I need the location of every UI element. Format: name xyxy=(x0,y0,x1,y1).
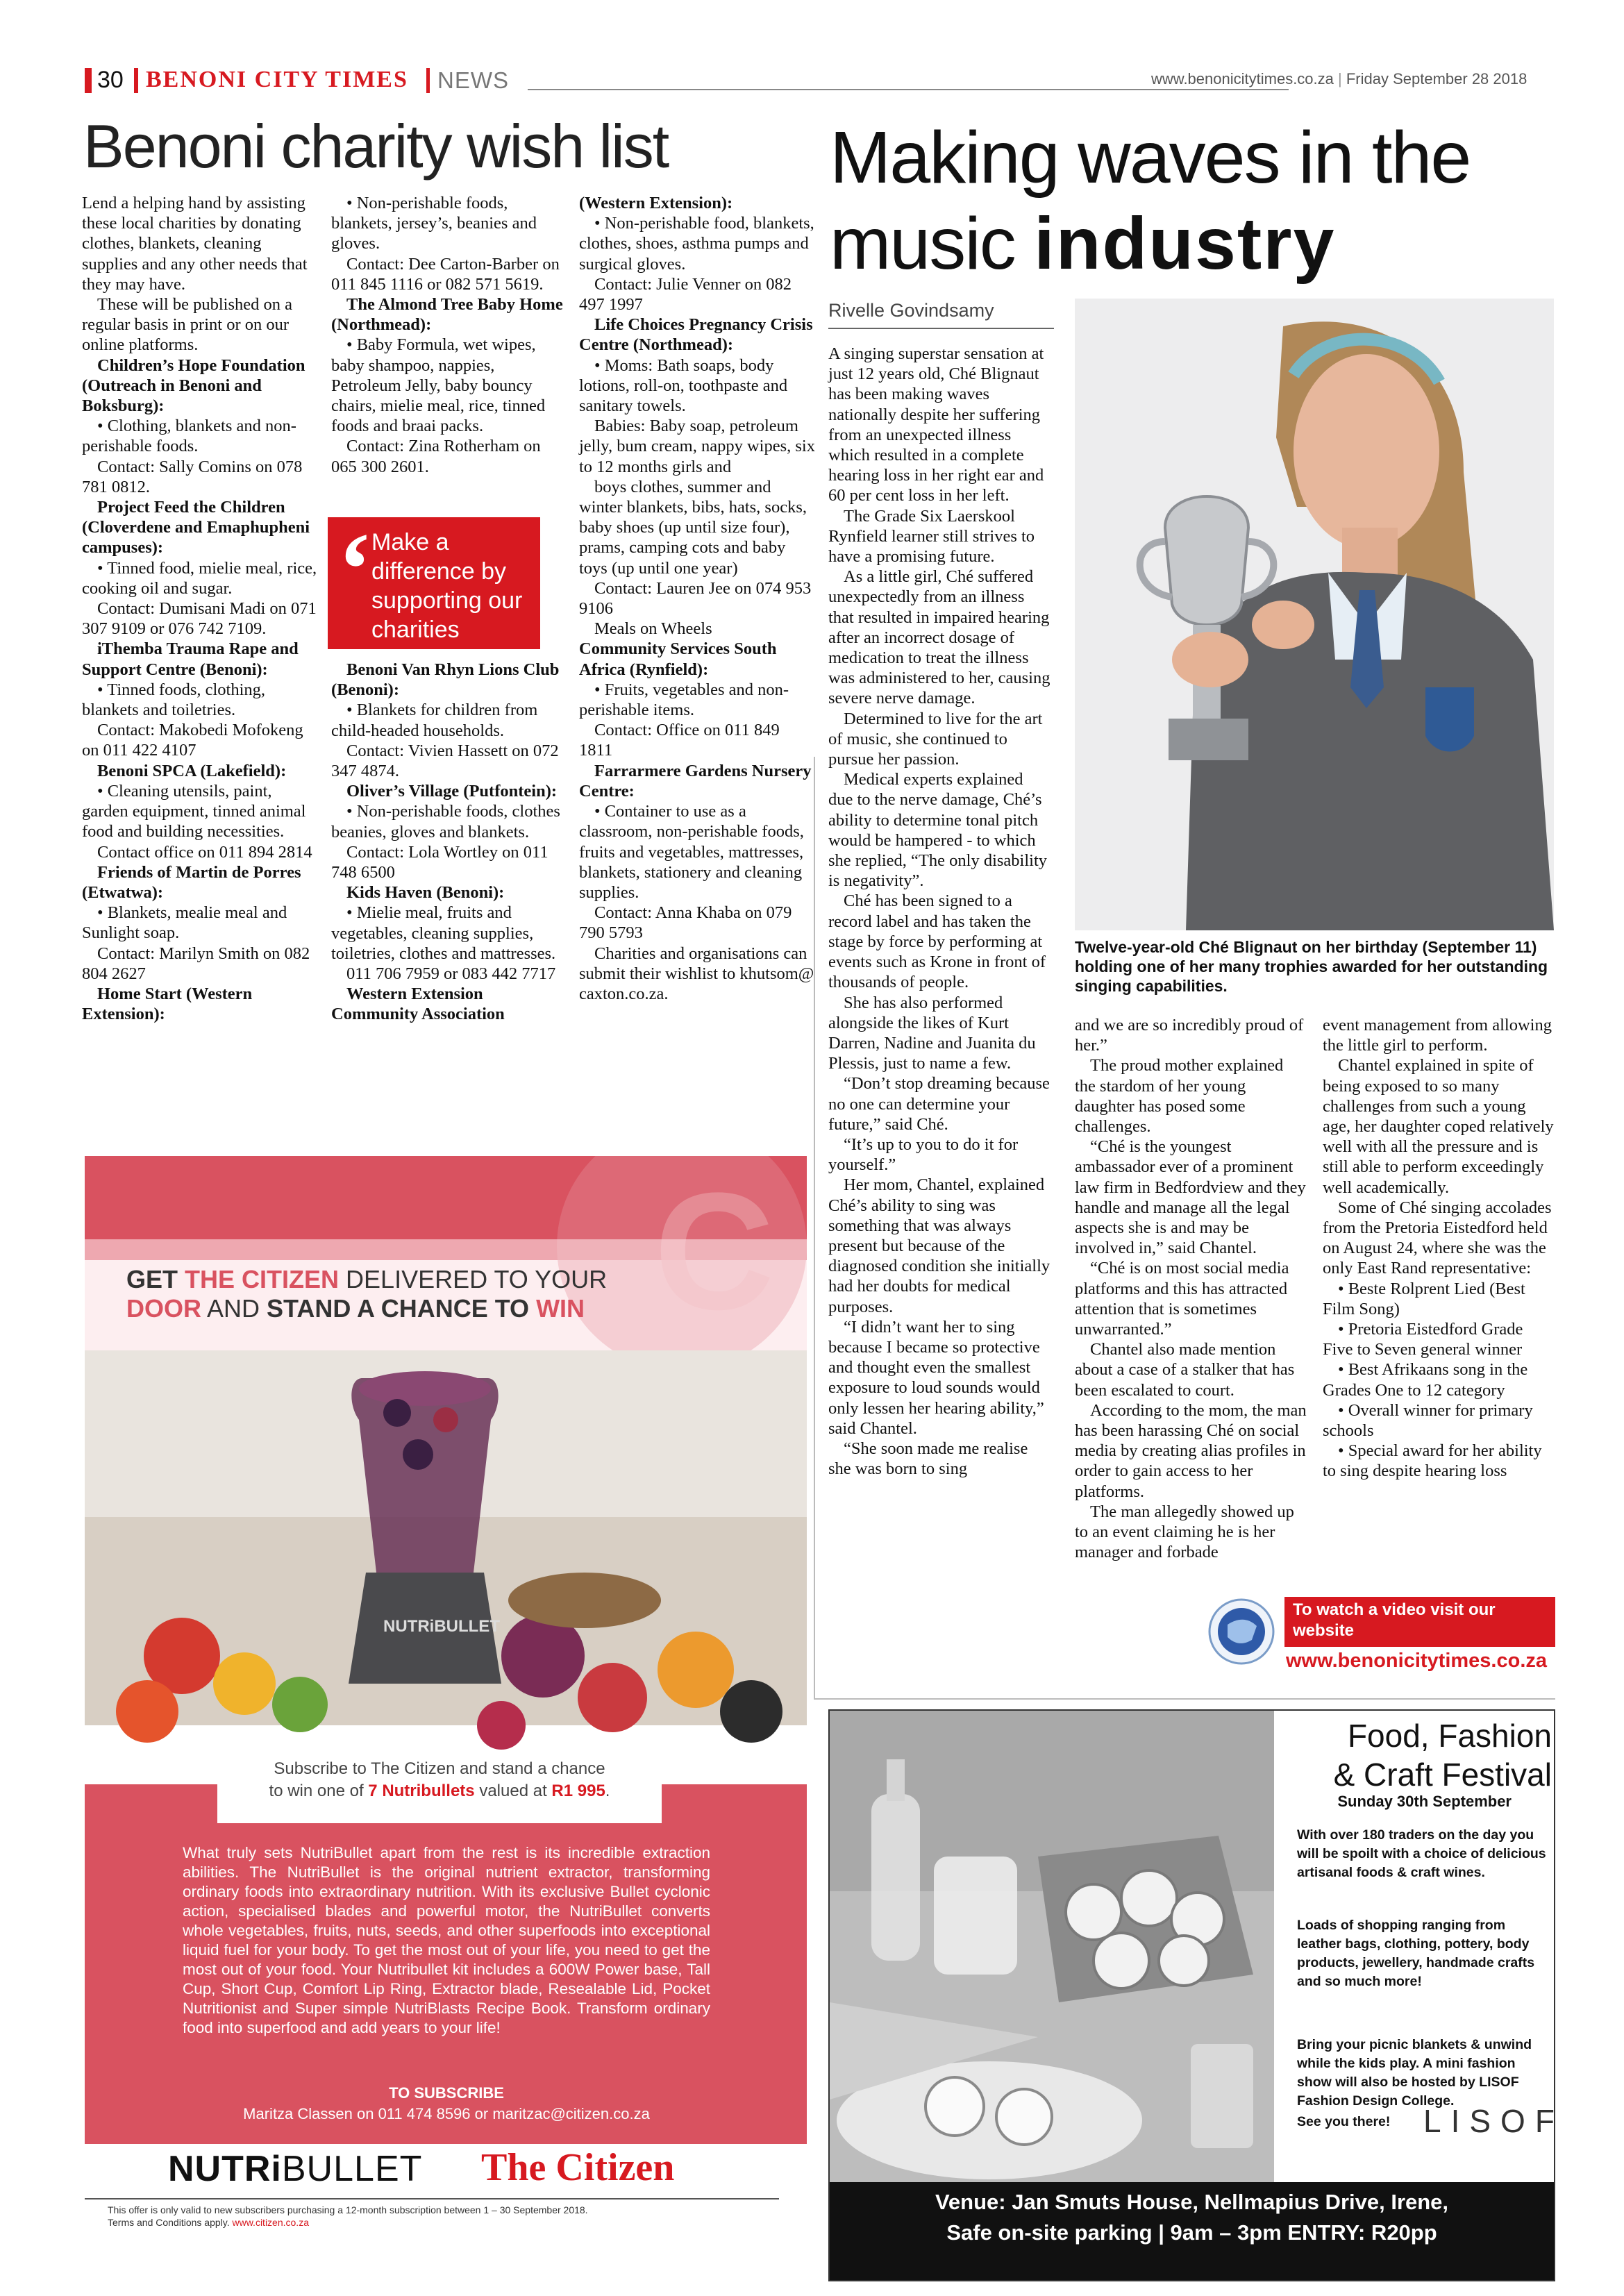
video-promo-link[interactable]: www.benonicitytimes.co.za xyxy=(1286,1650,1548,1672)
article-border-left xyxy=(814,757,815,1700)
music-headline-line2b: industry xyxy=(1034,203,1336,285)
paragraph: 011 706 7959 or 083 442 7717 xyxy=(346,964,556,984)
ad-headline-get: GET xyxy=(126,1265,178,1293)
dateline-separator: | xyxy=(1338,70,1342,87)
paragraph: Contact: Zina Rotherham on 065 300 2601. xyxy=(331,437,541,476)
charity-name: iThemba Trauma Rape and Support Centre (Benoni): xyxy=(82,639,299,679)
paragraph: Contact office on 011 894 2814 xyxy=(97,842,312,862)
ad-terms-url[interactable]: www.citizen.co.za xyxy=(232,2217,309,2228)
music-column-2 xyxy=(1075,1015,1307,1562)
ad-photo-area xyxy=(85,1156,807,1784)
paragraph: • Beste Rolprent Lied (Best Film Song) xyxy=(1323,1279,1525,1318)
paragraph: “Don’t stop dreaming because no one can determine your future,” said Ché. xyxy=(828,1074,1050,1134)
paragraph: The proud mother explained the stardom of her young daughter has posed some challenges. xyxy=(1075,1056,1284,1137)
festival-para-picnic: Bring your picnic blankets & unwind while the kids play. A mini fashion show will also be hosted by LISOF Fashion Design College. xyxy=(1297,2037,1532,2109)
ad-headline-win: WIN xyxy=(536,1294,585,1323)
festival-photo-illustration xyxy=(830,1711,1274,2190)
ad-subscribe-line1: Subscribe to The Citizen and stand a chance xyxy=(274,1759,605,1778)
nutribullet-logo-nutri: NUTRi xyxy=(168,2149,282,2189)
ad-terms-rule xyxy=(85,2198,779,2199)
page-number: 30 xyxy=(97,67,124,93)
section-label: NEWS xyxy=(437,67,509,93)
paragraph: Some of Ché singing accolades from the Pretoria Eistedford held on August 24, where she was the only East Rand representative: xyxy=(1323,1198,1552,1278)
paragraph: Determined to live for the art of music, she continued to pursue her passion. xyxy=(828,709,1043,769)
masthead: BENONI CITY TIMES xyxy=(146,67,408,92)
paragraph: • Blankets for children from child-headed households. xyxy=(331,701,538,740)
citizen-logo-the: The xyxy=(481,2146,546,2189)
ad-subscribe-price: R1 995 xyxy=(551,1782,605,1800)
paragraph: Contact: Vivien Hassett on 072 347 4874. xyxy=(331,741,559,781)
byline: Rivelle Govindsamy xyxy=(828,300,994,321)
paragraph: • Non-perishable foods, blankets, jersey’s, beanies and gloves. xyxy=(331,194,537,253)
charity-name: Western Extension Community Association xyxy=(331,984,505,1024)
ad-photo-illustration xyxy=(85,1156,807,1784)
paragraph: Contact: Lola Wortley on 011 748 6500 xyxy=(331,842,549,882)
paragraph: • Clothing, blankets and non-perishable foods. xyxy=(82,417,296,456)
ad-contact[interactable]: Maritza Classen on 011 474 8596 or maritzac@citizen.co.za xyxy=(243,2105,650,2122)
ad-terms xyxy=(108,2204,733,2229)
charity-headline: Benoni charity wish list xyxy=(83,112,669,181)
paragraph: • Mielie meal, fruits and vegetables, cleaning supplies, toiletries, clothes and mattresses. xyxy=(331,903,556,963)
festival-photo xyxy=(830,1711,1274,2190)
charity-column-3 xyxy=(579,193,815,1004)
charity-name: Children’s Hope Foundation (Outreach in Benoni and Boksburg): xyxy=(82,355,305,416)
paragraph: • Overall winner for primary schools xyxy=(1323,1400,1533,1441)
paragraph: • Pretoria Eistedford Grade Five to Seven general winner xyxy=(1323,1320,1523,1359)
paragraph: According to the mom, the man has been harassing Ché on social media by creating alias profiles in order to gain access to her platforms. xyxy=(1075,1400,1307,1501)
paragraph: Contact: Anna Khaba on 079 790 5793 xyxy=(579,903,792,943)
charity-column-2a xyxy=(331,193,564,477)
music-headline xyxy=(830,115,1566,287)
paragraph: Her mom, Chantel, explained Ché’s ability to sing was something that was always present but because of the diagnosed condition she initially had her doubts for medical purposes. xyxy=(828,1175,1050,1316)
nutribullet-logo xyxy=(168,2148,422,2190)
video-promo-text: To watch a video visit our website xyxy=(1293,1600,1496,1640)
pull-quote-text: Make a difference by supporting our charities xyxy=(371,529,523,643)
ad-subscribe-2e: . xyxy=(605,1782,610,1800)
festival-para-shopping: Loads of shopping ranging from leather bags, clothing, pottery, body products, jewellery, handmade crafts and so much more! xyxy=(1297,1918,1535,1989)
charity-name: Project Feed the Children (Cloverdene and Emaphupheni campuses): xyxy=(82,498,310,558)
paragraph: • Tinned foods, clothing, blankets and toiletries. xyxy=(82,680,266,720)
music-headline-line1: Making waves in the xyxy=(830,117,1471,199)
paragraph: Contact: Sally Comins on 078 781 0812. xyxy=(82,457,303,496)
charity-name: Benoni SPCA (Lakefield): xyxy=(97,761,287,780)
festival-see-you: See you there! xyxy=(1297,2114,1391,2129)
paragraph: Chantel also made mention about a case of a stalker that has been escalated to court. xyxy=(1075,1340,1295,1400)
paragraph: Chantel explained in spite of being exposed to so many challenges from such a young age, her daughter coped relatively well with all the pressure and is still able to perform exceedingly well academically. xyxy=(1323,1056,1554,1197)
paragraph: • Moms: Bath soaps, body lotions, roll-on, toothpaste and sanitary towels. xyxy=(579,355,788,416)
globe-icon xyxy=(1207,1597,1276,1666)
nutribullet-logo-bullet: BULLET xyxy=(281,2149,423,2189)
quote-mark-icon: ‘ xyxy=(337,512,372,627)
paragraph: Babies: Baby soap, petroleum jelly, bum cream, nappy wipes, six to 12 months girls and xyxy=(579,417,815,476)
paragraph: The Grade Six Laerskool Rynfield learner still strives to have a promising future. xyxy=(828,506,1035,567)
festival-date: Sunday 30th September xyxy=(1337,1793,1512,1810)
paragraph: • Non-perishable food, blankets, clothes, shoes, asthma pumps and surgical gloves. xyxy=(579,214,814,274)
paragraph: These will be published on a regular basis in print or on our online platforms. xyxy=(82,295,293,355)
page-number-bar xyxy=(85,68,92,93)
photo-caption: Twelve-year-old Ché Blignaut on her birthday (September 11) holding one of her many trophies awarded for her outstanding singing capabilities. xyxy=(1075,938,1548,995)
paragraph: Contact: Makobedi Mofokeng on 011 422 4107 xyxy=(82,721,303,760)
paragraph: The man allegedly showed up to an event claiming he is her manager and forbade xyxy=(1075,1502,1294,1562)
ad-terms-line1: This offer is only valid to new subscribers purchasing a 12-month subscription between 1 – 30 September 2018. xyxy=(108,2204,588,2215)
the-citizen-logo xyxy=(481,2145,674,2190)
paragraph: • Fruits, vegetables and non-perishable items. xyxy=(579,680,789,720)
music-column-3 xyxy=(1323,1015,1555,1482)
paragraph: Contact: Dumisani Madi on 071 307 9109 or 076 742 7109. xyxy=(82,599,317,639)
header-rule xyxy=(528,89,1289,90)
festival-venue-line2: Safe on-site parking | 9am – 3pm ENTRY: R20pp xyxy=(946,2220,1437,2245)
dateline xyxy=(1151,70,1527,88)
ad-headline-and: AND xyxy=(207,1294,260,1323)
festival-title xyxy=(1274,1716,1552,1794)
festival-title-2: & Craft Festival xyxy=(1333,1757,1552,1793)
paragraph: As a little girl, Ché suffered unexpectedly from an illness that resulted in impaired hearing after an incorrect dosage of medication to treat the illness was administered to her, causing severe nerve damage. xyxy=(828,567,1050,708)
ad-subscribe-2a: to win one of xyxy=(269,1782,364,1800)
paragraph: • Baby Formula, wet wipes, baby shampoo, nappies, Petroleum Jelly, baby bouncy chairs, mielie meal, rice, tinned foods and braai packs. xyxy=(331,335,546,436)
paragraph: Charities and organisations can submit their wishlist to khutsom@ caxton.co.za. xyxy=(579,944,814,1003)
article-border-bottom xyxy=(814,1698,1555,1700)
festival-title-1: Food, Fashion xyxy=(1347,1718,1552,1754)
charity-name: (Western Extension): xyxy=(579,194,733,212)
paragraph: • Special award for her ability to sing despite hearing loss xyxy=(1323,1441,1542,1481)
paragraph: “She soon made me realise she was born to sing xyxy=(828,1439,1028,1479)
paragraph: • Best Afrikaans song in the Grades One to 12 category xyxy=(1323,1360,1528,1400)
paragraph: “Ché is on most social media platforms and this has attracted attention that is sometimes unwarranted.” xyxy=(1075,1259,1289,1339)
masthead-divider xyxy=(426,68,430,93)
ad-headline-citizen: THE CITIZEN xyxy=(185,1265,340,1293)
charity-column-2b xyxy=(331,660,564,1025)
girl-with-trophy-photo xyxy=(1075,299,1554,930)
paragraph: Contact: Office on 011 849 1811 xyxy=(579,721,780,760)
paragraph: • Blankets, mealie meal and Sunlight soap. xyxy=(82,903,287,943)
charity-column-1 xyxy=(82,193,318,1024)
paragraph: • Cleaning utensils, paint, garden equipment, tinned animal food and building necessities. xyxy=(82,781,306,841)
paragraph: • Container to use as a classroom, non-perishable foods, fruits and vegetables, mattresses, blankets, stationery and cleaning supplies. xyxy=(579,802,804,902)
paragraph: “I didn’t want her to sing because I became so protective and thought even the smallest exposure to loud sounds would only lessen her hearing ability,” said Chantel. xyxy=(828,1317,1044,1438)
ad-headline xyxy=(126,1265,751,1323)
paragraph: Contact: Marilyn Smith on 082 804 2627 xyxy=(82,944,310,983)
music-headline-line2a: music xyxy=(830,203,1015,285)
paragraph: Lend a helping hand by assisting these local charities by donating clothes, blankets, cleaning supplies and any other needs that they may have. xyxy=(82,194,308,294)
paragraph: Contact: Lauren Jee on 074 953 9106 xyxy=(579,578,812,619)
ad-headline-chance: STAND A CHANCE TO xyxy=(267,1294,530,1323)
festival-venue-line1: Venue: Jan Smuts House, Nellmapius Drive, Irene, xyxy=(935,2190,1449,2214)
music-column-1 xyxy=(828,344,1050,1479)
paragraph: Ché has been signed to a record label and has taken the stage by force by performing at events such as Krone in front of thousands of people. xyxy=(828,891,1046,992)
ad-body-text: What truly sets NutriBullet apart from the rest is its incredible extraction abilities. The NutriBullet is the original nutrient extractor, transforming ordinary foods into extraordinary nutrition. With its exclusive Bullet cyclonic action, specialised blades and powerful motor, the NutriBullet converts whole vegetables, fruits, nuts, seeds, and other superfoods into exceptional liquid fuel for your body. To get the most out of your life, you need to get the most out of your food. Your Nutribullet kit includes a 600W Power base, Tall Cup, Short Cup, Comfort Lip Ring, Extractor blade, Resealable Lid, Pocket Nutritionist and Super simple NutriBlasts Recipe Book. Transform ordinary food into superfood and add years to your life! xyxy=(183,1844,710,2036)
paragraph: • Non-perishable foods, clothes beanies, gloves and blankets. xyxy=(331,802,560,841)
paragraph: Meals on Wheels xyxy=(594,619,712,639)
paragraph: boys clothes, summer and winter blankets, bibs, hats, socks, baby shoes (up until size four), prams, camping cots and baby toys (up until one year) xyxy=(579,477,807,578)
festival-venue xyxy=(830,2187,1554,2248)
ad-terms-line2: Terms and Conditions apply. xyxy=(108,2217,230,2228)
charity-name: Friends of Martin de Porres (Etwatwa): xyxy=(82,862,301,902)
paragraph: Medical experts explained due to the nerve damage, Ché’s ability to determine tonal pitch would be hampered - to which she replied, “The only disability is negativity”. xyxy=(828,770,1048,891)
paragraph: and we are so incredibly proud of her.” xyxy=(1075,1016,1304,1055)
ad-subscribe-2c: valued at xyxy=(479,1782,547,1800)
paragraph: • Tinned food, mielie meal, rice, cooking oil and sugar. xyxy=(82,558,317,598)
charity-name: Kids Haven (Benoni): xyxy=(346,883,505,903)
charity-name: The Almond Tree Baby Home (Northmead): xyxy=(331,295,563,335)
paragraph: event management from allowing the little girl to perform. xyxy=(1323,1016,1552,1055)
lisof-logo: LISOF xyxy=(1423,2103,1564,2139)
ad-subscribe-2b: 7 Nutribullets xyxy=(368,1782,475,1800)
paragraph: A singing superstar sensation at just 12 years old, Ché Blignaut has been making waves nationally despite her suffering from an unexpected illness which resulted in a complete hearing loss in her right ear and 60 per cent loss in her left. xyxy=(828,344,1044,505)
citizen-logo-citizen: Citizen xyxy=(555,2146,675,2189)
charity-name: Community Services South Africa (Rynfield): xyxy=(579,639,777,679)
ad-headline-door: DOOR xyxy=(126,1294,201,1323)
charity-name: Benoni Van Rhyn Lions Club (Benoni): xyxy=(331,660,560,700)
paragraph: “It’s up to you to do it for yourself.” xyxy=(828,1134,1019,1175)
page-number-divider xyxy=(134,68,138,93)
paragraph: Contact: Dee Carton-Barber on 011 845 1116 or 082 571 5619. xyxy=(331,254,560,294)
ad-subscribe-text xyxy=(217,1758,662,1802)
festival-para-food: With over 180 traders on the day you will be spoilt with a choice of delicious artisanal foods & craft wines. xyxy=(1297,1827,1546,1880)
appliance-label: NUTRiBULLET xyxy=(383,1617,500,1636)
ad-headline-delivered: DELIVERED TO YOUR xyxy=(346,1265,608,1293)
byline-rule xyxy=(828,328,1054,329)
paragraph: “Ché is the youngest ambassador ever of a prominent law firm in Bedfordview and they handle and manage all the legal aspects she is and may be involved in,” said Chantel. xyxy=(1075,1137,1306,1258)
video-play-icon[interactable] xyxy=(1207,1597,1276,1666)
charity-name: Oliver’s Village (Putfontein): xyxy=(346,782,558,801)
header-date: Friday September 28 2018 xyxy=(1346,70,1527,87)
charity-name: Farrarmere Gardens Nursery Centre: xyxy=(579,761,812,801)
paragraph: She has also performed alongside the likes of Kurt Darren, Nadine and Juanita du Plessis, just to name a few. xyxy=(828,993,1036,1073)
header-website[interactable]: www.benonicitytimes.co.za xyxy=(1151,70,1334,87)
charity-name: Home Start (Western Extension): xyxy=(82,984,253,1024)
paragraph: Contact: Julie Venner on 082 497 1997 xyxy=(579,274,792,315)
photo-illustration xyxy=(1075,299,1554,930)
charity-name: Life Choices Pregnancy Crisis Centre (Northmead): xyxy=(579,315,813,355)
ad-to-subscribe: TO SUBSCRIBE xyxy=(389,2084,504,2102)
